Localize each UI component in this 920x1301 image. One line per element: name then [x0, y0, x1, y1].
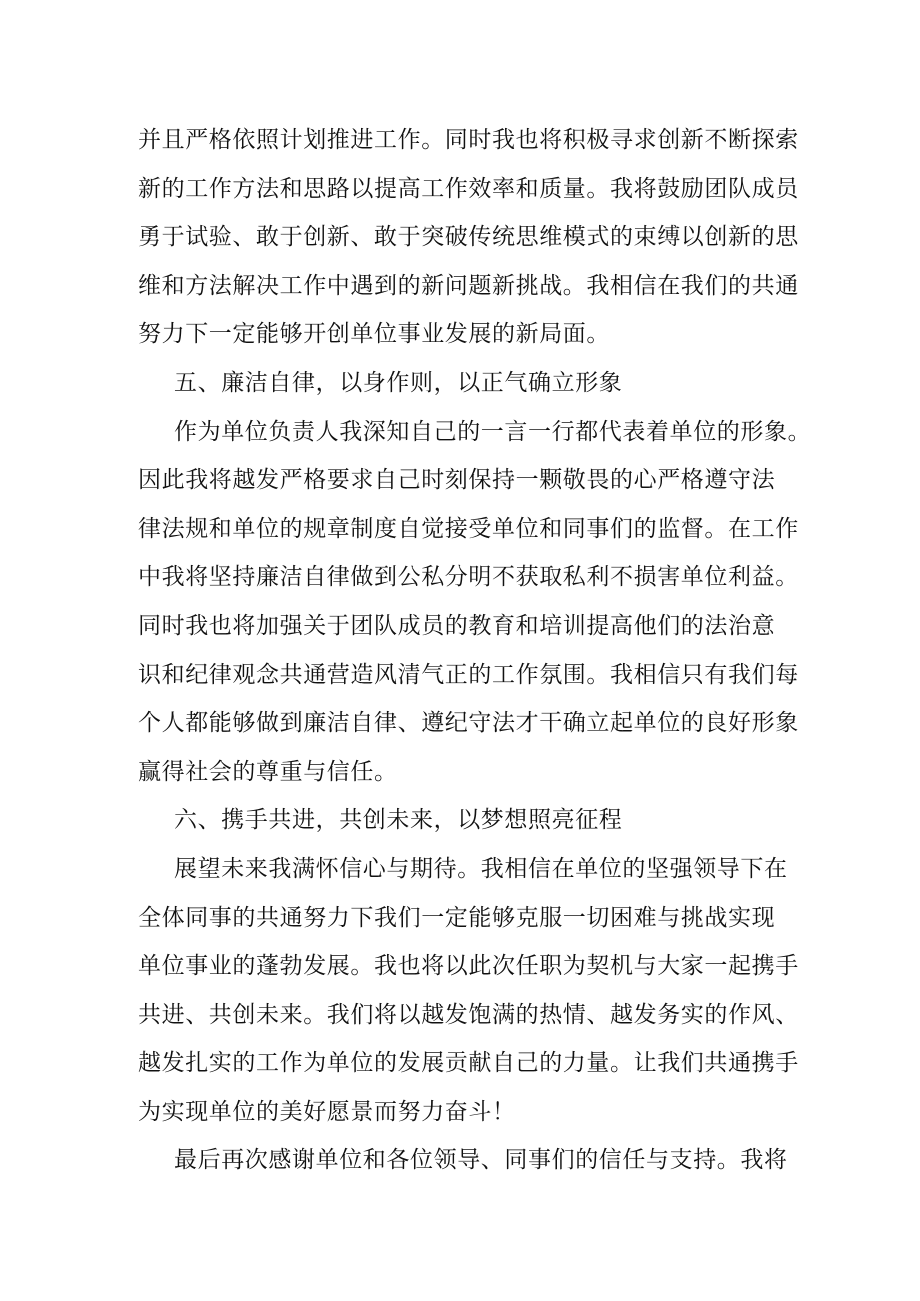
- text-line: 赢得社会的尊重与信任。: [138, 758, 398, 785]
- section-heading: 六、携手共进，共创未来，以梦想照亮征程: [174, 807, 623, 834]
- text-line: 维和方法解决工作中遇到的新问题新挑战。我相信在我们的共通: [138, 272, 799, 299]
- text-line: 律法规和单位的规章制度自觉接受单位和同事们的监督。在工作: [138, 515, 799, 542]
- paragraph-first-line: 展望未来我满怀信心与期待。我相信在单位的坚强领导下在: [174, 855, 788, 882]
- text-line: 新的工作方法和思路以提高工作效率和质量。我将鼓励团队成员: [138, 175, 799, 202]
- text-line: 因此我将越发严格要求自己时刻保持一颗敬畏的心严格遵守法: [138, 467, 776, 494]
- text-line: 勇于试验、敢于创新、敢于突破传统思维模式的束缚以创新的思: [138, 224, 799, 251]
- text-line: 中我将坚持廉洁自律做到公私分明不获取私利不损害单位利益。: [138, 564, 799, 591]
- text-line: 个人都能够做到廉洁自律、遵纪守法才干确立起单位的良好形象: [138, 710, 799, 737]
- paragraph-first-line: 作为单位负责人我深知自己的一言一行都代表着单位的形象。: [174, 418, 812, 445]
- text-line: 越发扎实的工作为单位的发展贡献自己的力量。让我们共通携手: [138, 1050, 799, 1077]
- text-line: 共进、共创未来。我们将以越发饱满的热情、越发务实的作风、: [138, 1001, 799, 1028]
- text-line: 单位事业的蓬勃发展。我也将以此次任职为契机与大家一起携手: [138, 953, 799, 980]
- text-line: 全体同事的共通努力下我们一定能够克服一切困难与挑战实现: [138, 904, 776, 931]
- text-line: 识和纪律观念共通营造风清气正的工作氛围。我相信只有我们每: [138, 661, 799, 688]
- document-body: [138, 116, 812, 1185]
- paragraph-first-line: 最后再次感谢单位和各位领导、同事们的信任与支持。我将: [174, 1147, 788, 1174]
- text-line: 同时我也将加强关于团队成员的教育和培训提高他们的法治意: [138, 612, 776, 639]
- text-line: 并且严格依照计划推进工作。同时我也将积极寻求创新不断探索: [138, 127, 799, 153]
- section-heading: 五、廉洁自律，以身作则，以正气确立形象: [174, 369, 623, 396]
- text-line: 努力下一定能够开创单位事业发展的新局面。: [138, 321, 610, 348]
- text-line: 为实现单位的美好愿景而努力奋斗！: [138, 1098, 516, 1125]
